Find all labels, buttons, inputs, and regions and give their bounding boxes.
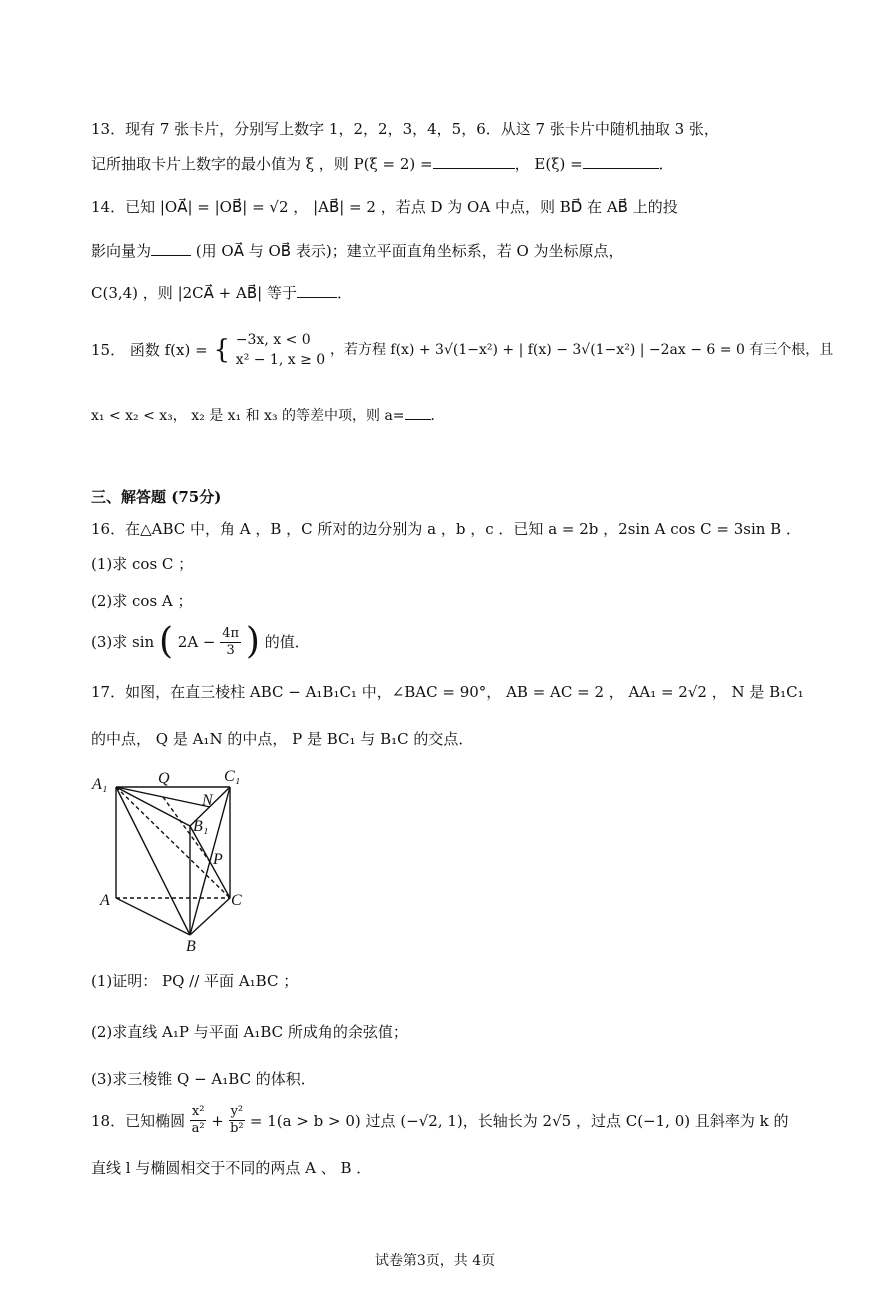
q15-cases [236, 330, 325, 370]
q16-part2: (2)求 cos A ； [91, 592, 193, 610]
label-q: Q [158, 770, 170, 787]
prism-figure [88, 765, 258, 955]
q13-line1: 13．现有 7 张卡片，分别写上数字 1，2，2，3，4，5，6．从这 7 张卡片中随机抽取 3 张， [91, 120, 719, 138]
q15-case-1: −3x, x < 0 [235, 332, 311, 348]
seg-a1-n [116, 787, 210, 807]
q14-blank-2 [297, 283, 337, 298]
q15-blank [405, 405, 431, 420]
q18-plus: + [211, 1111, 224, 1130]
q16-paren-right: ) [245, 621, 260, 662]
section-heading: 三、解答题 (75分) [91, 488, 222, 506]
label-c1: C₁ [224, 768, 241, 785]
q16-p3-c: 的值． [264, 633, 310, 651]
q15-brace: { [213, 335, 231, 365]
q16-p3-b: 2A − [177, 633, 216, 651]
label-b: B [186, 938, 196, 955]
q16-stem: 16．在△ABC 中，角 A ，B ，C 所对的边分别为 a ，b ，c ．已知 a = 2b ，2sin A cos C = 3sin B ． [91, 520, 801, 538]
q14-text-a: 影向量为 [91, 242, 152, 260]
q17-part2: (2)求直线 A₁P 与平面 A₁BC 所成角的余弦值； [91, 1023, 408, 1041]
q18-frac1-den: a² [191, 1121, 205, 1136]
q14-text-b: (用 OA⃗ 与 OB⃗ 表示)；建立平面直角坐标系，若 O 为坐标原点， [191, 242, 624, 260]
q18-line2: 直线 l 与椭圆相交于不同的两点 A 、 B ． [91, 1159, 372, 1177]
q14-blank-1 [151, 241, 191, 256]
q15-text-a: x₁ < x₂ < x₃， x₂ 是 x₁ 和 x₃ 的等差中项，则 a= [91, 408, 405, 424]
q13-text-b: ， E(ξ) = [514, 155, 583, 173]
edge-b-c [190, 898, 230, 935]
q14-line2 [91, 240, 624, 262]
label-c: C [231, 892, 242, 909]
label-b1: B₁ [193, 818, 209, 835]
q15-case-2: x² − 1, x ≥ 0 [235, 352, 326, 368]
q15-line1 [91, 330, 833, 370]
q17-line2: 的中点， Q 是 A₁N 的中点， P 是 BC₁ 与 B₁C 的交点． [91, 730, 474, 748]
q18-text-b: = 1(a > b > 0) 过点 (−√2, 1)，长轴长为 2√5 ，过点 C(−1, 0) 且斜率为 k 的 [249, 1111, 789, 1130]
page-footer: 试卷第3页，共 4页 [374, 1253, 496, 1269]
q16-p3-a: (3)求 sin [91, 633, 155, 651]
q13-line2 [91, 153, 674, 175]
q16-frac-num: 4π [222, 625, 240, 641]
q13-blank-1 [433, 154, 515, 169]
q17-part3: (3)求三棱锥 Q − A₁BC 的体积． [91, 1070, 316, 1088]
q14-text-d: ． [336, 284, 352, 302]
q16-frac-den: 3 [226, 642, 235, 658]
q18-frac-2 [229, 1104, 246, 1137]
prism-labels [91, 768, 242, 955]
q18-frac2-num: y² [230, 1104, 244, 1119]
q13-text-a: 记所抽取卡片上数字的最小值为 ξ ，则 P(ξ = 2) = [91, 155, 433, 173]
q14-text-c: C(3,4) ，则 |2CA⃗ + AB⃗| 等于 [91, 284, 297, 302]
label-p: P [213, 851, 223, 868]
label-a: A [100, 892, 110, 909]
q16-paren-left: ( [158, 621, 173, 662]
label-n: N [202, 792, 213, 809]
q16-fraction [220, 626, 241, 659]
q15-text-b: ． [430, 408, 445, 424]
edge-a-b [116, 898, 190, 935]
label-a1: A₁ [92, 776, 108, 793]
q16-part3 [91, 622, 310, 662]
q15-prefix: 15． 函数 f(x) = [91, 341, 208, 359]
q17-part1: (1)证明： PQ // 平面 A₁BC ； [91, 972, 299, 990]
q18-frac-1 [190, 1104, 207, 1137]
q13-text-c: ． [658, 155, 674, 173]
q18-frac2-den: b² [230, 1121, 244, 1136]
q16-part1: (1)求 cos C ； [91, 555, 194, 573]
q15-line2 [91, 405, 445, 427]
q18-line1 [91, 1104, 789, 1137]
seg-a1-b [116, 787, 190, 935]
q14-line1: 14．已知 |OA⃗| = |OB⃗| = √2 ， |AB⃗| = 2 ，若点 D 为 OA 中点，则 BD⃗ 在 AB⃗ 上的投 [91, 198, 678, 216]
q18-text-a: 18．已知椭圆 [91, 1111, 186, 1130]
q14-line3 [91, 282, 352, 304]
q17-line1: 17．如图，在直三棱柱 ABC − A₁B₁C₁ 中，∠BAC = 90°， AB = AC = 2 ， AA₁ = 2√2 ， N 是 B₁C₁ [91, 683, 804, 701]
q18-frac1-num: x² [191, 1104, 205, 1119]
q13-blank-2 [583, 154, 659, 169]
q15-mid: ，若方程 f(x) + 3√(1−x²) + | f(x) − 3√(1−x²) | −2ax − 6 = 0 有三个根，且 [329, 342, 834, 358]
